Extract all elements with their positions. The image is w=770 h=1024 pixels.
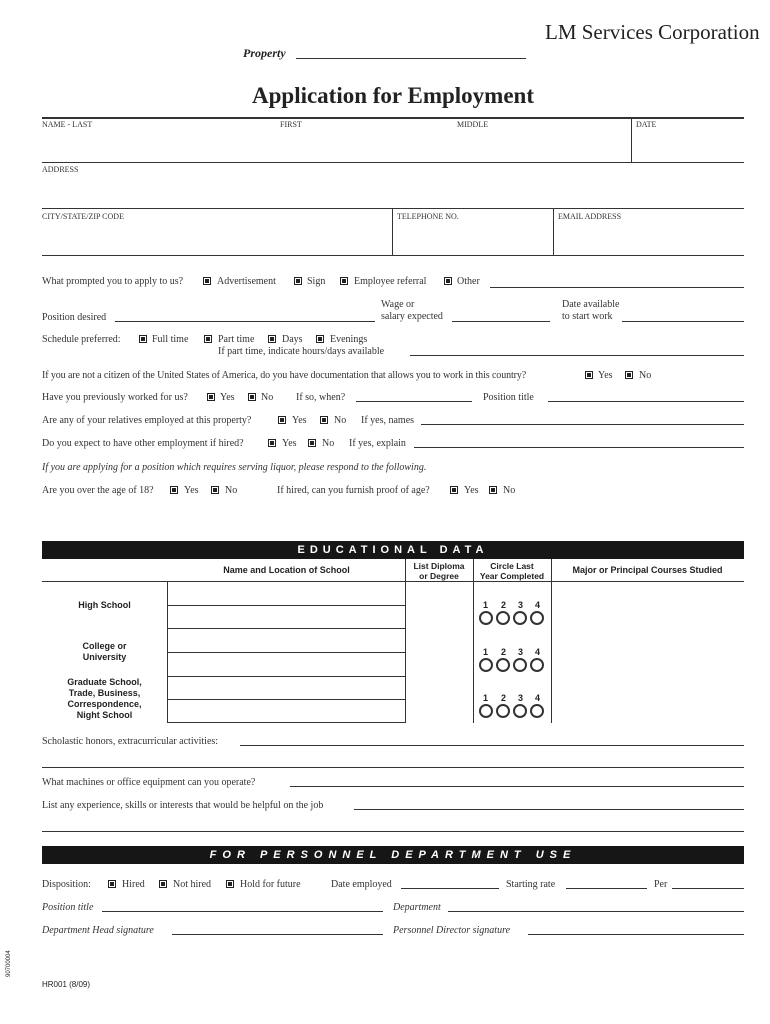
- part-time-note: If part time, indicate hours/days available: [218, 346, 385, 357]
- grad-school-name-field[interactable]: [169, 678, 403, 721]
- city-label: CITY/STATE/ZIP CODE: [42, 212, 124, 221]
- year-number: 4: [535, 693, 541, 703]
- year-circle-1[interactable]: [479, 611, 493, 625]
- relatives-yes-label: Yes: [292, 415, 307, 426]
- side-code: 90700004: [6, 950, 12, 977]
- not-hired-checkbox[interactable]: [159, 880, 167, 888]
- if-yes-names-label: If yes, names: [361, 415, 415, 426]
- date-divider: [631, 117, 632, 162]
- proof-no-checkbox[interactable]: [489, 486, 497, 494]
- personnel-position-title-label: Position title: [42, 902, 94, 913]
- part-time-label: Part time: [218, 334, 255, 345]
- personnel-director-signature-field[interactable]: [528, 934, 744, 935]
- date-employed-label: Date employed: [331, 879, 392, 890]
- if-so-when-label: If so, when?: [296, 392, 346, 403]
- if-so-when-field[interactable]: [356, 401, 472, 402]
- date-available-label-1: Date available: [562, 299, 620, 310]
- personnel-director-signature-label: Personnel Director signature: [393, 925, 511, 936]
- days-label: Days: [282, 334, 303, 345]
- high-school-diploma-field[interactable]: [407, 583, 471, 627]
- email-label: EMAIL ADDRESS: [558, 212, 622, 221]
- other-employment-no-checkbox[interactable]: [308, 439, 316, 447]
- per-field[interactable]: [672, 888, 744, 889]
- full-time-label: Full time: [152, 334, 189, 345]
- contact-bottom-rule: [42, 255, 744, 256]
- edu-header-rule: [42, 581, 744, 582]
- edu-row-rule-1: [167, 628, 405, 629]
- year-circle-3[interactable]: [513, 658, 527, 672]
- position-desired-label: Position desired: [42, 312, 107, 323]
- edu-row-label: High School: [78, 600, 131, 610]
- address-field[interactable]: [42, 176, 744, 206]
- prompted-question: What prompted you to apply to us?: [42, 276, 184, 287]
- prev-worked-question: Have you previously worked for us?: [42, 392, 188, 403]
- edu-row-label: College or University: [82, 641, 127, 662]
- name-field[interactable]: [42, 130, 630, 160]
- col-courses-header: Major or Principal Courses Studied: [572, 565, 723, 575]
- over-18-no-label: No: [225, 485, 238, 496]
- relatives-question: Are any of your relatives employed at this property?: [42, 415, 252, 426]
- email-divider: [553, 208, 554, 255]
- prev-worked-yes-checkbox[interactable]: [207, 393, 215, 401]
- col-year-header-1: Circle Last: [490, 561, 534, 571]
- edu-col-rule-2: [405, 559, 406, 723]
- col-diploma-header-1: List Diploma: [413, 561, 465, 571]
- edu-col-rule-3: [473, 559, 474, 723]
- citizen-yes-label: Yes: [598, 370, 613, 381]
- city-field[interactable]: [42, 222, 390, 252]
- schedule-label: Schedule preferred:: [42, 334, 121, 345]
- prev-worked-no-checkbox[interactable]: [248, 393, 256, 401]
- form-title: Application for Employment: [252, 83, 534, 108]
- year-circle-2[interactable]: [496, 658, 510, 672]
- advertisement-label: Advertisement: [217, 276, 276, 287]
- proof-of-age-question: If hired, can you furnish proof of age?: [277, 485, 430, 496]
- other-employment-no-label: No: [322, 438, 335, 449]
- citizen-yes-checkbox[interactable]: [585, 371, 593, 379]
- year-circle-3[interactable]: [513, 611, 527, 625]
- property-label: Property: [243, 46, 286, 60]
- if-yes-explain-label: If yes, explain: [349, 438, 406, 449]
- dept-head-signature-field[interactable]: [172, 934, 383, 935]
- personnel-use-bar: FOR PERSONNEL DEPARTMENT USE: [42, 846, 744, 864]
- edu-bottom-rule: [167, 722, 405, 723]
- honors-field-line-2[interactable]: [42, 767, 744, 768]
- date-available-field[interactable]: [622, 321, 744, 322]
- personnel-position-title-field[interactable]: [102, 911, 383, 912]
- phone-divider: [392, 208, 393, 255]
- part-time-hours-field[interactable]: [410, 355, 744, 356]
- proof-yes-label: Yes: [464, 485, 479, 496]
- address-bottom-rule: [42, 208, 744, 209]
- hold-label: Hold for future: [240, 879, 301, 890]
- relatives-no-checkbox[interactable]: [320, 416, 328, 424]
- year-number: 1: [483, 647, 489, 657]
- year-number: 3: [518, 600, 524, 610]
- sign-checkbox[interactable]: [294, 277, 302, 285]
- not-hired-label: Not hired: [173, 879, 212, 890]
- edu-col-rule-4: [551, 559, 552, 723]
- starting-rate-label: Starting rate: [506, 879, 556, 890]
- grad-school-diploma-field[interactable]: [407, 678, 471, 721]
- over-18-no-checkbox[interactable]: [211, 486, 219, 494]
- year-number: 1: [483, 693, 489, 703]
- experience-field[interactable]: [354, 809, 744, 810]
- edu-row-label: Graduate School, Trade, Business, Correspondence, Night School: [67, 677, 142, 720]
- name-first-label: FIRST: [280, 120, 302, 129]
- starting-rate-field[interactable]: [566, 888, 647, 889]
- prev-position-title-field[interactable]: [548, 401, 744, 402]
- department-field[interactable]: [448, 911, 744, 912]
- relatives-yes-checkbox[interactable]: [278, 416, 286, 424]
- proof-yes-checkbox[interactable]: [450, 486, 458, 494]
- year-number: 2: [501, 600, 507, 610]
- company-name: LM Services Corporation: [545, 20, 760, 44]
- explain-field[interactable]: [414, 447, 744, 448]
- year-circle-3[interactable]: [513, 704, 527, 718]
- year-number: 3: [518, 647, 524, 657]
- department-label: Department: [393, 902, 441, 913]
- telephone-label: TELEPHONE NO.: [397, 212, 459, 221]
- email-field[interactable]: [555, 222, 743, 252]
- other-label: Other: [457, 276, 480, 287]
- year-number: 4: [535, 647, 541, 657]
- over-18-yes-label: Yes: [184, 485, 199, 496]
- machines-field[interactable]: [290, 786, 744, 787]
- name-bottom-rule: [42, 162, 744, 163]
- telephone-field[interactable]: [394, 222, 551, 252]
- dept-head-signature-label: Department Head signature: [42, 925, 154, 936]
- high-school-name-field[interactable]: [169, 583, 403, 627]
- col-diploma-header-2: or Degree: [419, 571, 459, 581]
- name-top-rule: [42, 117, 744, 119]
- date-employed-field[interactable]: [401, 888, 499, 889]
- citizen-question: If you are not a citizen of the United States of America, do you have documentation that allows you to work in this country?: [42, 370, 527, 381]
- part-time-checkbox[interactable]: [204, 335, 212, 343]
- position-desired-field[interactable]: [115, 321, 375, 322]
- advertisement-checkbox[interactable]: [203, 277, 211, 285]
- over-18-question: Are you over the age of 18?: [42, 485, 154, 496]
- year-circle-4[interactable]: [530, 611, 544, 625]
- other-employment-yes-label: Yes: [282, 438, 297, 449]
- col-school-header: Name and Location of School: [223, 565, 350, 575]
- hold-checkbox[interactable]: [226, 880, 234, 888]
- proof-no-label: No: [503, 485, 516, 496]
- over-18-yes-checkbox[interactable]: [170, 486, 178, 494]
- college-courses-field[interactable]: [553, 630, 743, 674]
- other-field[interactable]: [490, 287, 744, 288]
- wage-label-2: salary expected: [381, 311, 443, 322]
- hired-label: Hired: [122, 879, 145, 890]
- form-code: HR001 (8/09): [42, 980, 91, 989]
- year-circle-2[interactable]: [496, 611, 510, 625]
- experience-field-line-2[interactable]: [42, 831, 744, 832]
- year-circle-4[interactable]: [530, 658, 544, 672]
- col-year-header-2: Year Completed: [479, 571, 545, 581]
- year-circle-1[interactable]: [479, 658, 493, 672]
- experience-label: List any experience, skills or interests that would be helpful on the job: [42, 800, 324, 811]
- year-circle-4[interactable]: [530, 704, 544, 718]
- high-school-courses-field[interactable]: [553, 583, 743, 627]
- other-employment-yes-checkbox[interactable]: [268, 439, 276, 447]
- position-title-label: Position title: [483, 392, 534, 403]
- college-diploma-field[interactable]: [407, 630, 471, 674]
- year-number: 2: [501, 693, 507, 703]
- name-middle-label: MIDDLE: [457, 120, 489, 129]
- sign-label: Sign: [307, 276, 326, 287]
- prev-worked-yes-label: Yes: [220, 392, 235, 403]
- prev-worked-no-label: No: [261, 392, 274, 403]
- date-field[interactable]: [633, 130, 743, 160]
- employee-referral-checkbox[interactable]: [340, 277, 348, 285]
- date-label: DATE: [636, 120, 657, 129]
- citizen-no-checkbox[interactable]: [625, 371, 633, 379]
- days-checkbox[interactable]: [268, 335, 276, 343]
- year-circle-2[interactable]: [496, 704, 510, 718]
- citizen-no-label: No: [639, 370, 652, 381]
- hired-checkbox[interactable]: [108, 880, 116, 888]
- honors-label: Scholastic honors, extracurricular activities:: [42, 736, 219, 747]
- year-number: 3: [518, 693, 524, 703]
- liquor-note: If you are applying for a position which requires serving liquor, please respond to the following.: [42, 462, 427, 473]
- grad-school-courses-field[interactable]: [553, 678, 743, 721]
- honors-field[interactable]: [240, 745, 744, 746]
- wage-field[interactable]: [452, 321, 550, 322]
- college-name-field[interactable]: [169, 630, 403, 674]
- relatives-names-field[interactable]: [421, 424, 744, 425]
- year-number: 2: [501, 647, 507, 657]
- per-label: Per: [654, 879, 668, 890]
- machines-label: What machines or office equipment can you operate?: [42, 777, 256, 788]
- property-field[interactable]: [296, 58, 526, 59]
- address-label: ADDRESS: [42, 165, 79, 174]
- other-employment-question: Do you expect to have other employment if hired?: [42, 438, 244, 449]
- edu-row-rule-2: [167, 676, 405, 677]
- other-checkbox[interactable]: [444, 277, 452, 285]
- evenings-checkbox[interactable]: [316, 335, 324, 343]
- date-available-label-2: to start work: [562, 311, 613, 322]
- evenings-label: Evenings: [330, 334, 368, 345]
- wage-label-1: Wage or: [381, 299, 415, 310]
- full-time-checkbox[interactable]: [139, 335, 147, 343]
- year-number: 4: [535, 600, 541, 610]
- educational-data-bar: EDUCATIONAL DATA: [42, 541, 744, 559]
- disposition-label: Disposition:: [42, 879, 91, 890]
- year-number: 1: [483, 600, 489, 610]
- year-circle-1[interactable]: [479, 704, 493, 718]
- name-last-label: NAME - LAST: [42, 120, 93, 129]
- relatives-no-label: No: [334, 415, 347, 426]
- employee-referral-label: Employee referral: [354, 276, 427, 287]
